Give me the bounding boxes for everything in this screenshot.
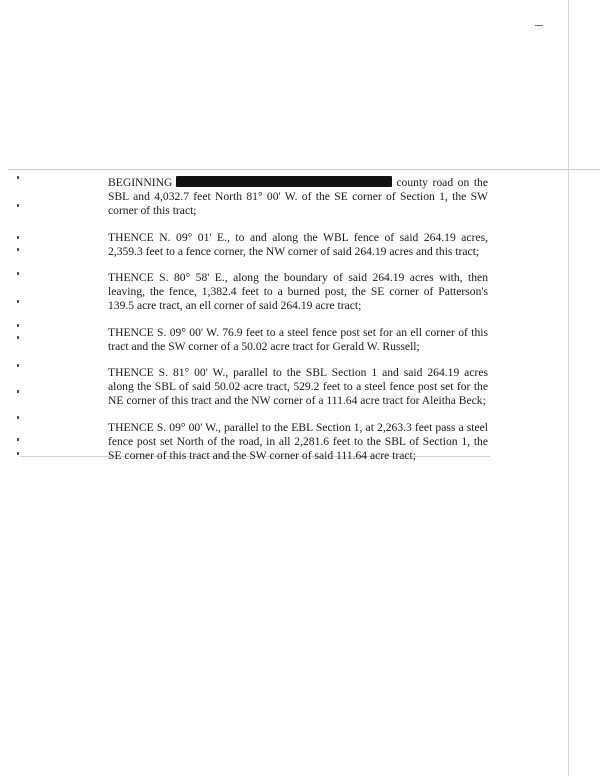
page-edge — [568, 0, 569, 776]
binding-hole-marks — [17, 176, 23, 456]
scan-mark — [535, 25, 543, 26]
paragraph-thence-4: THENCE S. 81° 00' W., parallel to the SBL Section 1 and said 264.19 acres along the SBL of said 50.02 acre tract, 529.2 feet to a steel fence post set for the NE corner of this tract and the NW corner of a 111.64 acre tract for Aleitha Beck; — [108, 366, 488, 408]
paragraph-thence-3: THENCE S. 09° 00' W. 76.9 feet to a steel fence post set for an ell corner of this tract and the SW corner of a 50.02 acre tract for Gerald W. Russell; — [108, 325, 488, 353]
scan-line — [8, 169, 600, 170]
redaction-bar — [176, 176, 392, 187]
paragraph-thence-5: THENCE S. 09° 00' W., parallel to the EBL Section 1, at 2,263.3 feet pass a steel fence post set North of the road, in all 2,281.6 feet to the SBL of Section 1, the SE corner of this tract and the SW corner of said 111.64 acre tract; — [108, 420, 488, 463]
beginning-trail: county road on the SBL and 4,032.7 feet North 81° 00' W. of the SE corner of Section 1, the SW corner of this tract; — [108, 176, 488, 218]
beginning-lead: BEGINNING — [108, 176, 173, 189]
legal-description — [108, 176, 488, 475]
paragraph-thence-2: THENCE S. 80° 58' E., along the boundary of said 264.19 acres with, then leaving, the fence, 1,382.4 feet to a burned post, the SE corner of Patterson's 139.5 acre tract, an ell corner of said 264.19 acre tract; — [108, 271, 488, 313]
paragraph-thence-1: THENCE N. 09° 01' E., to and along the WBL fence of said 264.19 acres, 2,359.3 feet to a fence corner, the NW corner of said 264.19 acres and this tract; — [108, 230, 488, 258]
paragraph-beginning — [108, 176, 488, 219]
